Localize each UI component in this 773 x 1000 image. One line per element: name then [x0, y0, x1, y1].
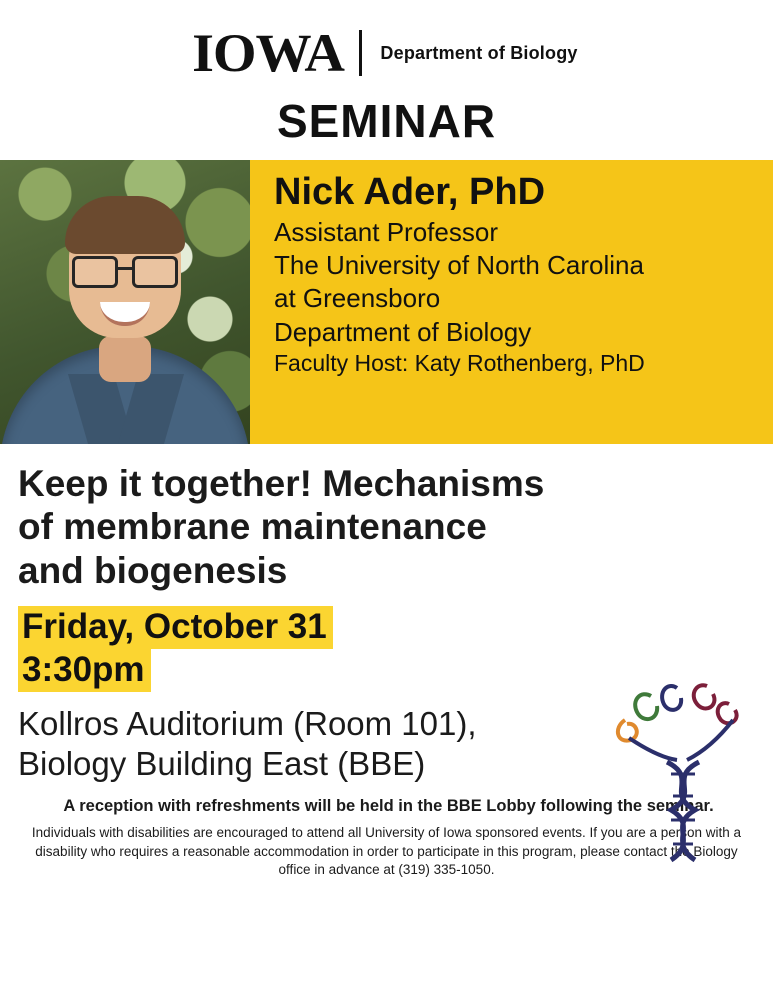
dna-helix-illustration [607, 678, 757, 878]
glasses-lens-left [72, 256, 118, 288]
speaker-institution-line2: at Greensboro [274, 283, 441, 314]
event-date: Friday, October 31 [18, 606, 333, 649]
talk-title-line3: and biogenesis [18, 549, 288, 591]
seminar-label: SEMINAR [276, 95, 497, 147]
event-location-line1: Kollros Auditorium (Room 101), [18, 705, 477, 743]
faculty-host: Faculty Host: Katy Rothenberg, PhD [274, 349, 645, 376]
speaker-title: Assistant Professor [274, 216, 498, 247]
talk-title [18, 462, 718, 592]
iowa-wordmark: IOWA [192, 23, 345, 83]
speaker-institution-line1: The University of North Carolina [274, 250, 644, 281]
speaker-info [250, 160, 773, 444]
event-time: 3:30pm [18, 649, 151, 692]
talk-title-line1: Keep it together! Mechanisms [18, 463, 545, 504]
poster-header [0, 0, 773, 83]
accessibility-disclaimer: Individuals with disabilities are encouraged to attend all University of Iowa sponsored events. If you are a person with a disability who requires a reasonable accommodation in order to participate in this program, please contact the Biology office in advance at (319) 335-1050. [31, 825, 742, 877]
speaker-name: Nick Ader, PhD [274, 171, 546, 213]
photo-neck [99, 336, 151, 382]
reception-note: A reception with refreshments will be held in the BBE Lobby following the seminar. [63, 797, 714, 816]
department-name: Department of Biology [380, 42, 578, 63]
speaker-photo [0, 160, 250, 444]
event-location-line2: Biology Building East (BBE) [18, 744, 426, 782]
speaker-department: Department of Biology [274, 316, 532, 347]
glasses-lens-right [132, 256, 178, 288]
logo-divider [359, 30, 362, 76]
talk-title-line2: of membrane maintenance [18, 506, 487, 548]
speaker-band [0, 160, 773, 444]
glasses-icon [72, 256, 178, 282]
